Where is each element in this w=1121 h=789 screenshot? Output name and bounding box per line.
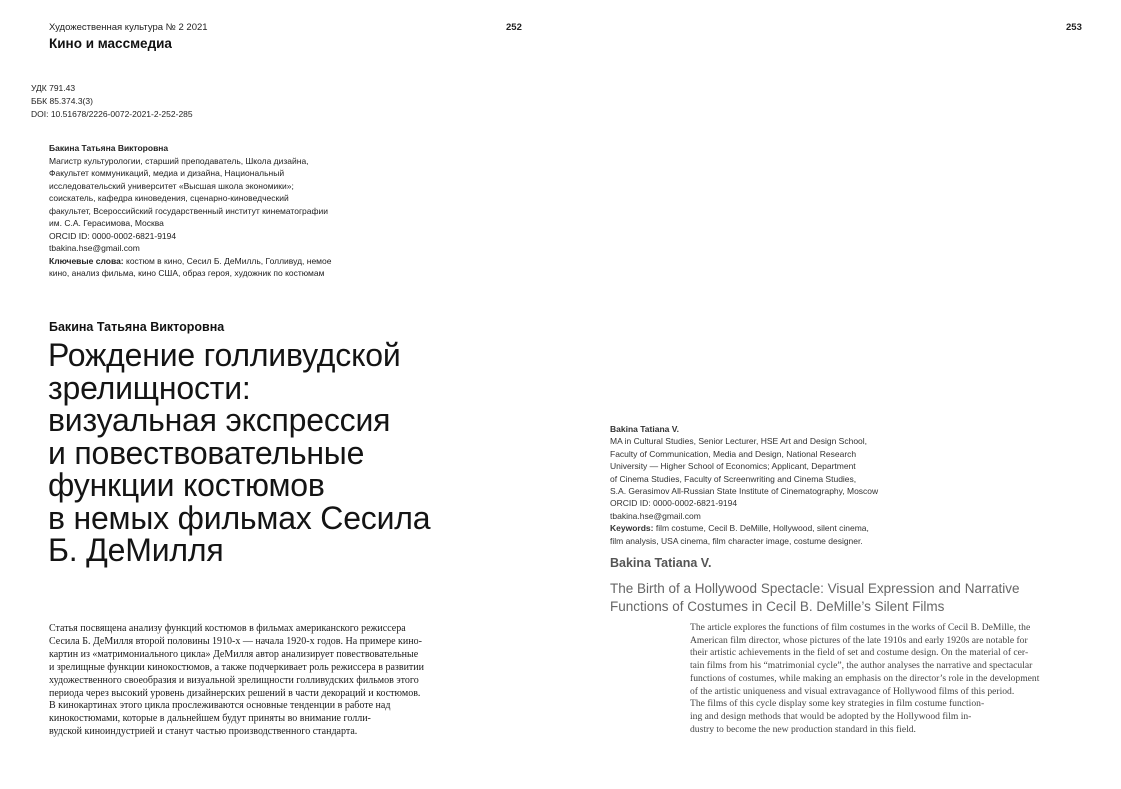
en-abstract-line: The films of this cycle display some key strategies in film costume function- xyxy=(690,698,985,710)
ru-article-title xyxy=(48,339,430,567)
ru-author-info-line: соискатель, кафедра киноведения, сценарно-киноведческий xyxy=(49,193,289,203)
ru-keywords xyxy=(49,255,354,268)
ru-abstract-line: и зрелищные функции кинокостюмов, а также подчеркивает роль режиссера в развитии xyxy=(49,661,425,673)
en-abstract-line: dustry to become the new production standard in this field. xyxy=(690,723,916,735)
en-abstract-line: tain films from his “matrimonial cycle”, the author analyses the narrative and spectacular xyxy=(690,660,1033,672)
en-author-info-line: MA in Cultural Studies, Senior Lecturer, HSE Art and Design School, xyxy=(610,436,868,447)
ru-abstract-line: Сесила Б. ДеМилля второй половины 1910-х — начала 1920-х годов. На примере кино- xyxy=(49,635,422,647)
ru-orcid: ORCID ID: 0000-0002-6821-9194 xyxy=(49,230,177,241)
ru-abstract xyxy=(49,623,424,739)
ru-title-line: функции костюмов xyxy=(48,467,325,503)
ru-title-line: Рождение голливудской xyxy=(48,337,401,373)
en-article-title xyxy=(610,580,1019,616)
ru-author-info-line: факультет, Всероссийский государственный институт кинематографии xyxy=(49,205,329,216)
en-title-line: The Birth of a Hollywood Spectacle: Visual Expression and Narrative xyxy=(610,581,1020,596)
en-article-author: Bakina Tatiana V. xyxy=(610,556,712,570)
ru-keywords-continued: кино, анализ фильма, кино США, образ героя, художник по костюмам xyxy=(49,268,325,278)
page-number-right: 253 xyxy=(1066,22,1082,33)
ru-title-line: и повествовательные xyxy=(48,434,365,471)
en-abstract-line: their artistic achievements in the field of set and costume design. On the material of cer- xyxy=(690,647,1029,659)
en-abstract-line: functions of costumes, while making an emphasis on the director’s role in the development xyxy=(690,672,1040,684)
ru-email: tbakina.hse@gmail.com xyxy=(49,243,140,253)
en-abstract-line: of the artistic uniqueness and visual extravagance of Hollywood films of this period. xyxy=(690,685,1015,697)
ru-author-info-name: Бакина Татьяна Викторовна xyxy=(49,143,169,153)
ru-title-line: в немых фильмах Сесила xyxy=(48,499,431,536)
ru-abstract-line: Статья посвящена анализу функций костюмов в фильмах американского режиссера xyxy=(49,623,406,634)
en-keywords-label: Keywords: xyxy=(610,523,654,534)
en-keywords xyxy=(610,522,878,534)
en-keywords-text: film costume, Cecil B. DeMille, Hollywood, silent cinema, xyxy=(653,523,869,534)
ru-abstract-line: вудской киноиндустрией и станут частью производственного стандарта. xyxy=(49,726,358,738)
ru-title-line: Б. ДеМилля xyxy=(48,532,224,568)
ru-keywords-text: костюм в кино, Сесил Б. ДеМилль, Голливуд, немое xyxy=(123,255,332,266)
ru-keywords-label: Ключевые слова: xyxy=(49,255,124,266)
en-keywords-continued: film analysis, USA cinema, film character image, costume designer. xyxy=(610,535,863,546)
en-author-info-line: Faculty of Communication, Media and Design, National Research xyxy=(610,448,857,459)
ru-author-info-line: исследовательский университет «Высшая школа экономики»; xyxy=(49,180,294,191)
en-author-info-line: of Cinema Studies, Faculty of Screenwriting and Cinema Studies, xyxy=(610,473,857,484)
ru-author-info-line: им. С.А. Герасимова, Москва xyxy=(49,218,164,228)
ru-article-author: Бакина Татьяна Викторовна xyxy=(49,320,225,334)
en-abstract-line: ing and design methods that would be adopted by the Hollywood film in- xyxy=(690,710,972,722)
ru-abstract-line: кинокостюмами, которые в дальнейшем будут приняты во внимание голли- xyxy=(49,713,371,725)
en-abstract-line: American film director, whose pictures of the late 1910s and early 1920s are notable for xyxy=(690,634,1028,646)
en-title-line: Functions of Costumes in Cecil B. DeMille’s Silent Films xyxy=(610,599,945,614)
en-abstract xyxy=(690,622,1039,736)
page-number-left: 252 xyxy=(506,22,522,33)
ru-author-info xyxy=(49,142,354,280)
en-orcid: ORCID ID: 0000-0002-6821-9194 xyxy=(610,498,738,509)
ru-abstract-line: В кинокартинах этого цикла прослеживаются основные тенденции в работе над xyxy=(49,700,391,712)
en-author-info-line: University — Higher School of Economics; Applicant, Department xyxy=(610,461,856,472)
ru-author-info-line: Факультет коммуникаций, медиа и дизайна, Национальный xyxy=(49,168,285,178)
en-email: tbakina.hse@gmail.com xyxy=(610,510,701,521)
ru-abstract-line: периода через высокий уровень дизайнерских решений в части декораций и костюмов. xyxy=(49,687,421,699)
journal-name: Художественная культура № 2 2021 xyxy=(49,22,208,33)
bbk-code: ББК 85.374.3(3) xyxy=(31,96,93,106)
ru-abstract-line: картин из «матримониального цикла» ДеМилля автор анализирует повествовательные xyxy=(49,648,419,660)
classification-codes xyxy=(31,82,193,121)
en-author-info xyxy=(610,423,878,547)
ru-author-info-line: Магистр культурологии, старший преподаватель, Школа дизайна, xyxy=(49,155,309,166)
ru-title-line: зрелищности: xyxy=(48,369,251,406)
en-abstract-line: The article explores the functions of film costumes in the works of Cecil B. DeMille, the xyxy=(690,622,1031,633)
ru-abstract-line: художественного своеобразия и визуальной зрелищности голливудских фильмов этого xyxy=(49,674,419,686)
udc-code: УДК 791.43 xyxy=(31,83,76,93)
en-author-info-line: S.A. Gerasimov All-Russian State Institute of Cinematography, Moscow xyxy=(610,486,879,497)
doi: DOI: 10.51678/2226-0072-2021-2-252-285 xyxy=(31,109,193,119)
ru-title-line: визуальная экспрессия xyxy=(48,402,391,438)
section-title: Кино и массмедиа xyxy=(49,36,172,51)
en-author-info-name: Bakina Tatiana V. xyxy=(610,424,679,434)
